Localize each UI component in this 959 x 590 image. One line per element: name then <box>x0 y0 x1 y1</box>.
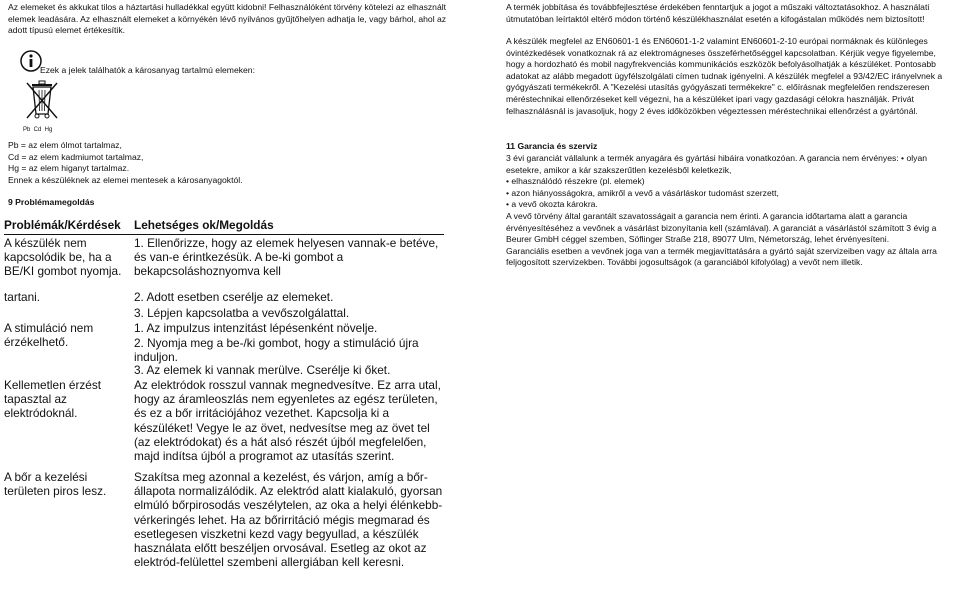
warranty-line: Garanciális esetben a vevőnek joga van a termék megjavíttatására a gyártó saját szervizeiben vagy az általa arra feljogosított szervizekben. További jogosultságok (a garanciából kifolyólag) a vevőt nem illetik. <box>506 245 937 268</box>
warranty-line: A vevő törvény által garantált szavatosságait a garancia nem érinti. A garancia időtartama alatt a garancia érvényesítéséhez a vevőnek a vásárlást bizonyítania kell (számlával). A garanciát a vásárlástól számított 3 évig a Beurer GmbH céggel szemben, Söflinger Straße 218, 89077 Ulm, Németország, lehet érvényesíteni. <box>506 210 937 245</box>
table-rule <box>4 234 444 235</box>
table-cell-solution: 3. Az elemek ki vannak merülve. Cserélje ki őket. <box>134 363 391 377</box>
legend-line: Pb = az elem ólmot tartalmaz, <box>8 140 122 150</box>
legend-line: Hg = az elem higanyt tartalmaz. <box>8 163 130 174</box>
table-cell-solution: 2. Nyomja meg a be-/ki gombot, hogy a stimuláció újra induljon. <box>134 336 419 365</box>
battery-symbol-section <box>10 50 460 132</box>
table-cell-solution: 2. Adott esetben cserélje az elemeket. <box>134 290 334 304</box>
legend-line: Cd = az elem kadmiumot tartalmaz, <box>8 151 144 162</box>
warranty-text <box>506 153 952 269</box>
table-cell-solution: 1. Az impulzus intenzitást lépésenként növelje. <box>134 321 378 335</box>
warranty-line: • elhasználódó részekre (pl. elemek) <box>506 176 645 187</box>
table-cell-solution: Az elektródok rosszul vannak megnedvesítve. Ez arra utal, hogy az áramleoszlás nem egyenletes az egész területen, és ez a bőr irritációjához vezethet. Kapcsolja ki a készüléket! Vegye le az övet, nedvesítse meg az övet tel (az elektródokat) és a hát alsó részét újból megfelelően, majd indítsa újból a programot az utasítás szerint. <box>134 378 441 464</box>
warranty-line: • a vevő okozta károkra. <box>506 199 598 210</box>
warranty-section-title: 11 Garancia és szerviz <box>506 141 598 151</box>
table-cell-problem: Kellemetlen érzést tapasztal az elektródoknál. <box>4 378 102 421</box>
warranty-line: • azon hiányosságokra, amikről a vevő a vásárláskor tudomást szerzett, <box>506 187 779 198</box>
table-cell-problem: A stimuláció nem érzékelhető. <box>4 321 94 350</box>
table-header-problems: Problémák/Kérdések <box>4 218 121 232</box>
table-cell-problem: A bőr a kezelési területen piros lesz. <box>4 470 107 499</box>
bin-chemical-label: Pb Cd Hg <box>23 127 53 133</box>
standards-compliance-text: A készülék megfelel az EN60601-1 és EN60601-1-2 valamint EN60601-2-10 európai normáknak és különleges óvintézkedések vonatkoznak rá az elektromágneses összeférhetőséggel kapcsolatban. Kérjük vegye figyelembe, hogy a hordozható és mobil nagyfrekvenciás kommunikációs eszközök befolyásolhatják a készüléket. Pontosabb adatokat az alább megadott ügyfélszolgálati címen tudnak igényelni. A készülék megfelel a 93/42/EC irányelvnek a gyógyászati termékekről. A "Kezelési utasítás gyógyászati termékekre" c. előírásnak megfelelően rendszeresen méréstechnikai ellenőrzéseket kell végezni, ha a készüléket ipari vagy gazdasági célokra használják. Privát felhasználásnál is javasoljuk, hogy 2 éves időközökben végeztessen méréstechnikai ellenőrzést a gyártónál. <box>506 36 943 116</box>
info-icon <box>20 50 42 72</box>
technical-changes-notice: A termék jobbítása és továbbfejlesztése érdekében fenntartjuk a jogot a műszaki változtatásokhoz. A használati útmutatóban leírtaktól eltérő módon történő készülékhasználat esetén a kifogástalan működés nem biztosított! <box>506 2 930 24</box>
table-cell-problem: tartani. <box>4 290 41 304</box>
left-column <box>8 2 458 37</box>
hazard-legend <box>8 140 458 186</box>
table-header-solutions: Lehetséges ok/Megoldás <box>134 218 274 232</box>
legend-line: Ennek a készüléknek az elemei mentesek a károsanyagoktól. <box>8 174 243 185</box>
table-cell-solution: 1. Ellenőrizze, hogy az elemek helyesen vannak-e betéve, és van-e érintkezésük. A be-ki gombot a bekapcsoláshoznyomva kell <box>134 236 439 279</box>
battery-symbol-text: Ezek a jelek találhatók a károsanyag tartalmú elemeken: <box>40 65 255 75</box>
table-cell-solution: 3. Lépjen kapcsolatba a vevőszolgálattal. <box>134 306 350 320</box>
table-cell-solution: Szakítsa meg azonnal a kezelést, és várjon, amíg a bőr-állapota normalizálódik. Az elektród alatt kialakuló, gyorsan elmúló bőrpirosodás veszélytelen, az oka a helyi élénkebb-vérkeringés lehet. Ha az bőrirritáció mégis megmarad és esetlegesen viszketni kezd vagy begyullad, a készülék használata előtt beszéljen orvosával. Esetleg az okot az elektród-felülettel szembeni allergiában kell keresni. <box>134 470 443 570</box>
battery-disposal-intro: Az elemeket és akkukat tilos a háztartási hulladékkal együtt kidobni! Felhasználóként törvény kötelezi az elhasznált elemek leadására. Az elhasznált elemeket a környékén lévő nyilvános gyűjtőhelyen adhatja le, vagy bárhol, ahol az adott típusú elemet értékesítik. <box>8 2 447 36</box>
section-title-troubleshooting: 9 Problémamegoldás <box>8 197 95 207</box>
table-cell-problem: A készülék nem kapcsolódik be, ha a BE/KI gombot nyomja. <box>4 236 122 279</box>
warranty-line: 3 évi garanciát vállalunk a termék anyagára és gyártási hibáira vonatkozóan. A garancia nem érvényes: • olyan esetekre, amikor a kár szakszerűtlen kezelésből keletkezik, <box>506 153 928 175</box>
